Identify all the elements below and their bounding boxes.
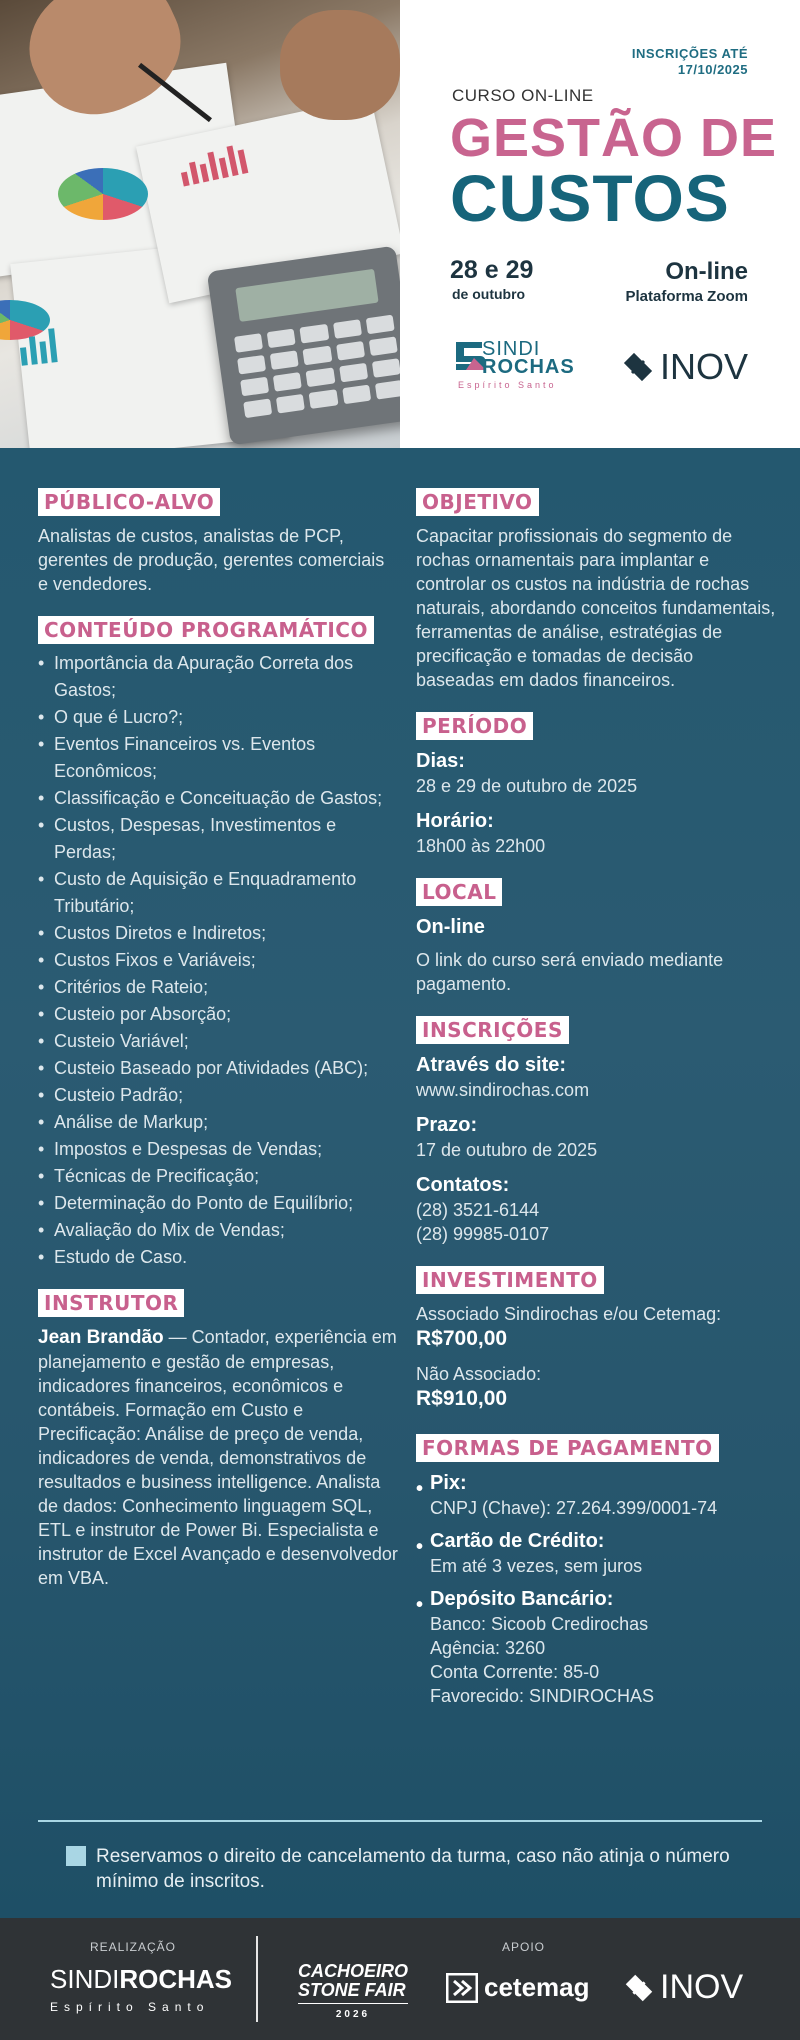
footer-sindirochas-logo: SINDIROCHAS Espírito Santo: [50, 1964, 233, 2014]
conteudo-list-item: • Determinação do Ponto de Equilíbrio;: [38, 1190, 398, 1217]
footer-stonefair-logo: CACHOEIRO STONE FAIR 2026: [298, 1962, 408, 2024]
investimento-assoc-label: Associado Sindirochas e/ou Cetemag:: [416, 1304, 722, 1324]
cancel-notice: Reservamos o direito de cancelamento da turma, caso não atinja o número mínimo de inscritos.: [66, 1844, 766, 1894]
publico-text: Analistas de custos, analistas de PCP, gerentes de produção, gerentes comerciais e vendedores.: [38, 526, 385, 594]
title-line1: GESTÃO DE: [450, 108, 778, 168]
instrutor-name: Jean Brandão: [38, 1327, 164, 1348]
instrutor-bio: — Contador, experiência em planejamento e gestão de empresas, indicadores financeiros, econômicos e contábeis. Formação em Custo e Precificação: Análise de preço de venda, indicadores de venda, demonstrativos de resultados e business intelligence. Analista de dados: Conhecimento linguagem SQL, ETL e instrutor de Power Bi. Especialista e instrutor de Excel Avançado e desenvolvedor em VBA.: [38, 1327, 398, 1588]
inscricoes-site-label: Através do site:: [416, 1054, 567, 1076]
investimento-nao-price: R$910,00: [416, 1387, 508, 1410]
section-tag-periodo: PERÍODO: [416, 712, 533, 740]
conteudo-list-item: • Custos Diretos e Indiretos;: [38, 920, 398, 947]
section-tag-investimento: INVESTIMENTO: [416, 1266, 604, 1294]
course-type: CURSO ON-LINE: [452, 86, 594, 105]
header-photo: [0, 0, 400, 448]
footer: [0, 1918, 800, 2040]
conteudo-list-item: • Estudo de Caso.: [38, 1244, 398, 1271]
right-column: [416, 488, 776, 1708]
conteudo-list: [38, 650, 398, 1271]
calculator-image: [207, 246, 400, 446]
inscricoes-prazo-value: 17 de outubro de 2025: [416, 1140, 598, 1160]
footer-separator: [256, 1936, 258, 2022]
conteudo-list-item: • Eventos Financeiros vs. Eventos Econômicos;: [38, 731, 398, 785]
section-tag-objetivo: OBJETIVO: [416, 488, 539, 516]
footer-cetemag-logo: cetemag: [446, 1972, 590, 2003]
objetivo-text: Capacitar profissionais do segmento de rochas ornamentais para implantar e controlar os custos na indústria de rochas naturais, abordando conceitos fundamentais, ferramentas de análise, estratégias de precificação e tomadas de decisão baseadas em dados financeiros.: [416, 526, 776, 690]
inov-logo: INOV: [622, 346, 748, 388]
footer-inov-mark-icon: [624, 1973, 654, 2003]
conteudo-list-item: • Custeio por Absorção;: [38, 1001, 398, 1028]
title-panel: [400, 0, 800, 448]
sindirochas-logo: SINDI ROCHAS Espírito Santo: [458, 338, 575, 390]
conteudo-list-item: • Impostos e Despesas de Vendas;: [38, 1136, 398, 1163]
dates-small: de outubro: [452, 286, 526, 302]
conteudo-list-item: • Critérios de Rateio;: [38, 974, 398, 1001]
phone-1: (28) 3521-6144: [416, 1200, 540, 1220]
dates-big: 28 e 29: [450, 256, 534, 284]
section-tag-inscricoes: INSCRIÇÕES: [416, 1016, 569, 1044]
conteudo-list-item: • Custo de Aquisição e Enquadramento Tributário;: [38, 866, 398, 920]
section-tag-conteudo: CONTEÚDO PROGRAMÁTICO: [38, 616, 374, 644]
footer-apoio-label: APOIO: [502, 1940, 546, 1954]
conteudo-list-item: • Custeio Padrão;: [38, 1082, 398, 1109]
title-line2: CUSTOS: [450, 161, 730, 235]
conteudo-list-item: • Custeio Variável;: [38, 1028, 398, 1055]
local-text: O link do curso será enviado mediante pagamento.: [416, 950, 724, 994]
inscricoes-site-link[interactable]: www.sindirochas.com: [416, 1080, 590, 1100]
instrutor-text: [38, 1325, 398, 1590]
periodo-dias-label: Dias:: [416, 750, 465, 772]
cetemag-mark-icon: [446, 1973, 478, 2003]
conteudo-list-item: • Avaliação do Mix de Vendas;: [38, 1217, 398, 1244]
modality-small: Plataforma Zoom: [625, 288, 748, 305]
modality-big: On-line: [665, 258, 748, 285]
section-tag-instrutor: INSTRUTOR: [38, 1289, 184, 1317]
inscricoes-prazo-label: Prazo:: [416, 1114, 478, 1136]
pay-cartao: • Cartão de Crédito: Em até 3 vezes, sem juros: [416, 1528, 776, 1578]
section-tag-pagamento: FORMAS DE PAGAMENTO: [416, 1434, 719, 1462]
header: [0, 0, 800, 448]
inov-mark-icon: [622, 351, 654, 383]
pay-deposito: • Depósito Bancário: Banco: Sicoob Credirochas Agência: 3260 Conta Corrente: 85-0 Favorecido: SINDIROCHAS: [416, 1586, 776, 1708]
conteudo-list-item: • Custos Fixos e Variáveis;: [38, 947, 398, 974]
section-tag-local: LOCAL: [416, 878, 502, 906]
registration-deadline: INSCRIÇÕES ATÉ 17/10/2025: [631, 46, 748, 77]
conteudo-list-item: • Classificação e Conceituação de Gastos;: [38, 785, 398, 812]
left-column: [38, 488, 398, 1590]
conteudo-list-item: • Importância da Apuração Correta dos Gastos;: [38, 650, 398, 704]
pay-pix: • Pix: CNPJ (Chave): 27.264.399/0001-74: [416, 1470, 776, 1520]
local-label: On-line: [416, 916, 485, 938]
divider: [38, 1820, 762, 1822]
investimento-assoc-price: R$700,00: [416, 1327, 508, 1350]
footer-realizacao-label: REALIZAÇÃO: [90, 1940, 177, 1954]
content: [0, 448, 800, 1918]
phone-2: (28) 99985-0107: [416, 1224, 550, 1244]
investimento-nao-label: Não Associado:: [416, 1364, 542, 1384]
inscricoes-contatos-label: Contatos:: [416, 1174, 510, 1196]
conteudo-list-item: • Análise de Markup;: [38, 1109, 398, 1136]
periodo-horario-value: 18h00 às 22h00: [416, 836, 546, 856]
conteudo-list-item: • Técnicas de Precificação;: [38, 1163, 398, 1190]
square-bullet-icon: [66, 1846, 86, 1866]
periodo-dias-value: 28 e 29 de outubro de 2025: [416, 776, 638, 796]
conteudo-list-item: • Custos, Despesas, Investimentos e Perdas;: [38, 812, 398, 866]
periodo-horario-label: Horário:: [416, 810, 494, 832]
footer-inov-logo: INOV: [624, 1968, 743, 2007]
section-tag-publico: PÚBLICO-ALVO: [38, 488, 220, 516]
conteudo-list-item: • O que é Lucro?;: [38, 704, 398, 731]
conteudo-list-item: • Custeio Baseado por Atividades (ABC);: [38, 1055, 398, 1082]
